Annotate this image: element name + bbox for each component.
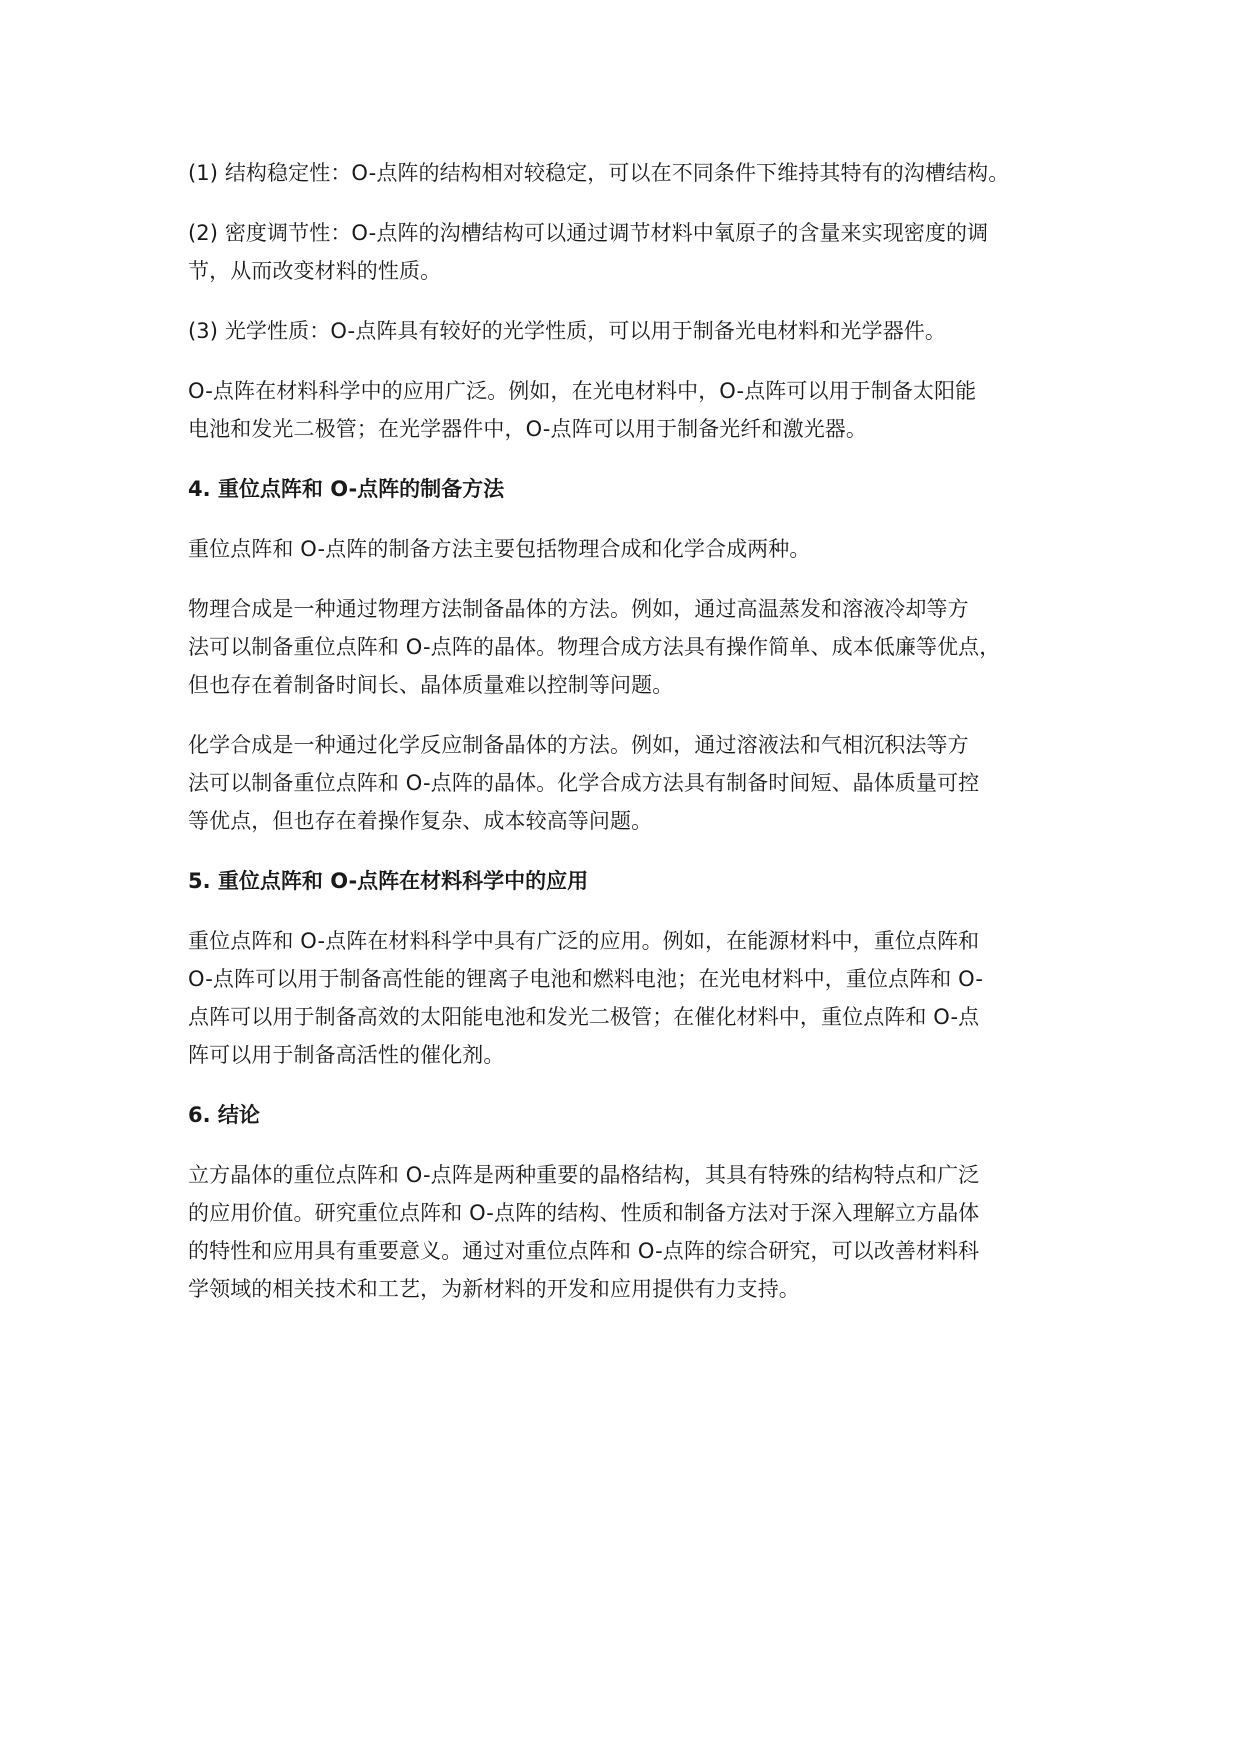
text-line: 阵可以用于制备高活性的催化剂。 bbox=[188, 1043, 505, 1067]
paragraph-structural-stability bbox=[188, 154, 1078, 192]
text-line: 等优点，但也存在着操作复杂、成本较高等问题。 bbox=[188, 809, 653, 833]
text-line: 节，从而改变材料的性质。 bbox=[188, 259, 442, 283]
text-line: 的应用价值。研究重位点阵和 O-点阵的结构、性质和制备方法对于深入理解立方晶体 bbox=[188, 1201, 980, 1225]
text-line: 法可以制备重位点阵和 O-点阵的晶体。物理合成方法具有操作简单、成本低廉等优点， bbox=[188, 635, 1001, 659]
text-line: (3) 光学性质：O-点阵具有较好的光学性质，可以用于制备光电材料和光学器件。 bbox=[188, 319, 947, 343]
text-line: (1) 结构稳定性：O-点阵的结构相对较稳定，可以在不同条件下维持其特有的沟槽结构。 bbox=[188, 161, 1010, 185]
paragraph-conclusion bbox=[188, 1156, 1078, 1308]
text-line: 法可以制备重位点阵和 O-点阵的晶体。化学合成方法具有制备时间短、晶体质量可控 bbox=[188, 771, 980, 795]
text-line: 的特性和应用具有重要意义。通过对重位点阵和 O-点阵的综合研究，可以改善材料科 bbox=[188, 1239, 980, 1263]
paragraph-materials-applications bbox=[188, 922, 1078, 1074]
paragraph-physical-synthesis bbox=[188, 590, 1078, 704]
paragraph-chemical-synthesis bbox=[188, 726, 1078, 840]
document-body bbox=[188, 154, 1078, 1330]
paragraph-optical-properties bbox=[188, 312, 1078, 350]
paragraph-preparation-overview bbox=[188, 530, 1078, 568]
paragraph-density-tunability bbox=[188, 214, 1078, 290]
text-line: 化学合成是一种通过化学反应制备晶体的方法。例如，通过溶液法和气相沉积法等方 bbox=[188, 733, 969, 757]
text-line: 学领域的相关技术和工艺，为新材料的开发和应用提供有力支持。 bbox=[188, 1277, 800, 1301]
section-heading-4: 4. 重位点阵和 O-点阵的制备方法 bbox=[188, 477, 505, 501]
text-line: 重位点阵和 O-点阵在材料科学中具有广泛的应用。例如，在能源材料中，重位点阵和 bbox=[188, 929, 980, 953]
text-line: O-点阵可以用于制备高性能的锂离子电池和燃料电池；在光电材料中，重位点阵和 O- bbox=[188, 967, 984, 991]
section-heading-5: 5. 重位点阵和 O-点阵在材料科学中的应用 bbox=[188, 869, 589, 893]
text-line: 电池和发光二极管；在光学器件中，O-点阵可以用于制备光纤和激光器。 bbox=[188, 417, 867, 441]
text-line: 立方晶体的重位点阵和 O-点阵是两种重要的晶格结构，其具有特殊的结构特点和广泛 bbox=[188, 1163, 980, 1187]
paragraph-o-lattice-applications bbox=[188, 372, 1078, 448]
text-line: 物理合成是一种通过物理方法制备晶体的方法。例如，通过高温蒸发和溶液冷却等方 bbox=[188, 597, 969, 621]
text-line: (2) 密度调节性：O-点阵的沟槽结构可以通过调节材料中氧原子的含量来实现密度的调 bbox=[188, 221, 989, 245]
text-line: 但也存在着制备时间长、晶体质量难以控制等问题。 bbox=[188, 673, 674, 697]
text-line: 重位点阵和 O-点阵的制备方法主要包括物理合成和化学合成两种。 bbox=[188, 537, 811, 561]
text-line: O-点阵在材料科学中的应用广泛。例如，在光电材料中，O-点阵可以用于制备太阳能 bbox=[188, 379, 977, 403]
text-line: 点阵可以用于制备高效的太阳能电池和发光二极管；在催化材料中，重位点阵和 O-点 bbox=[188, 1005, 980, 1029]
section-heading-6: 6. 结论 bbox=[188, 1103, 260, 1127]
